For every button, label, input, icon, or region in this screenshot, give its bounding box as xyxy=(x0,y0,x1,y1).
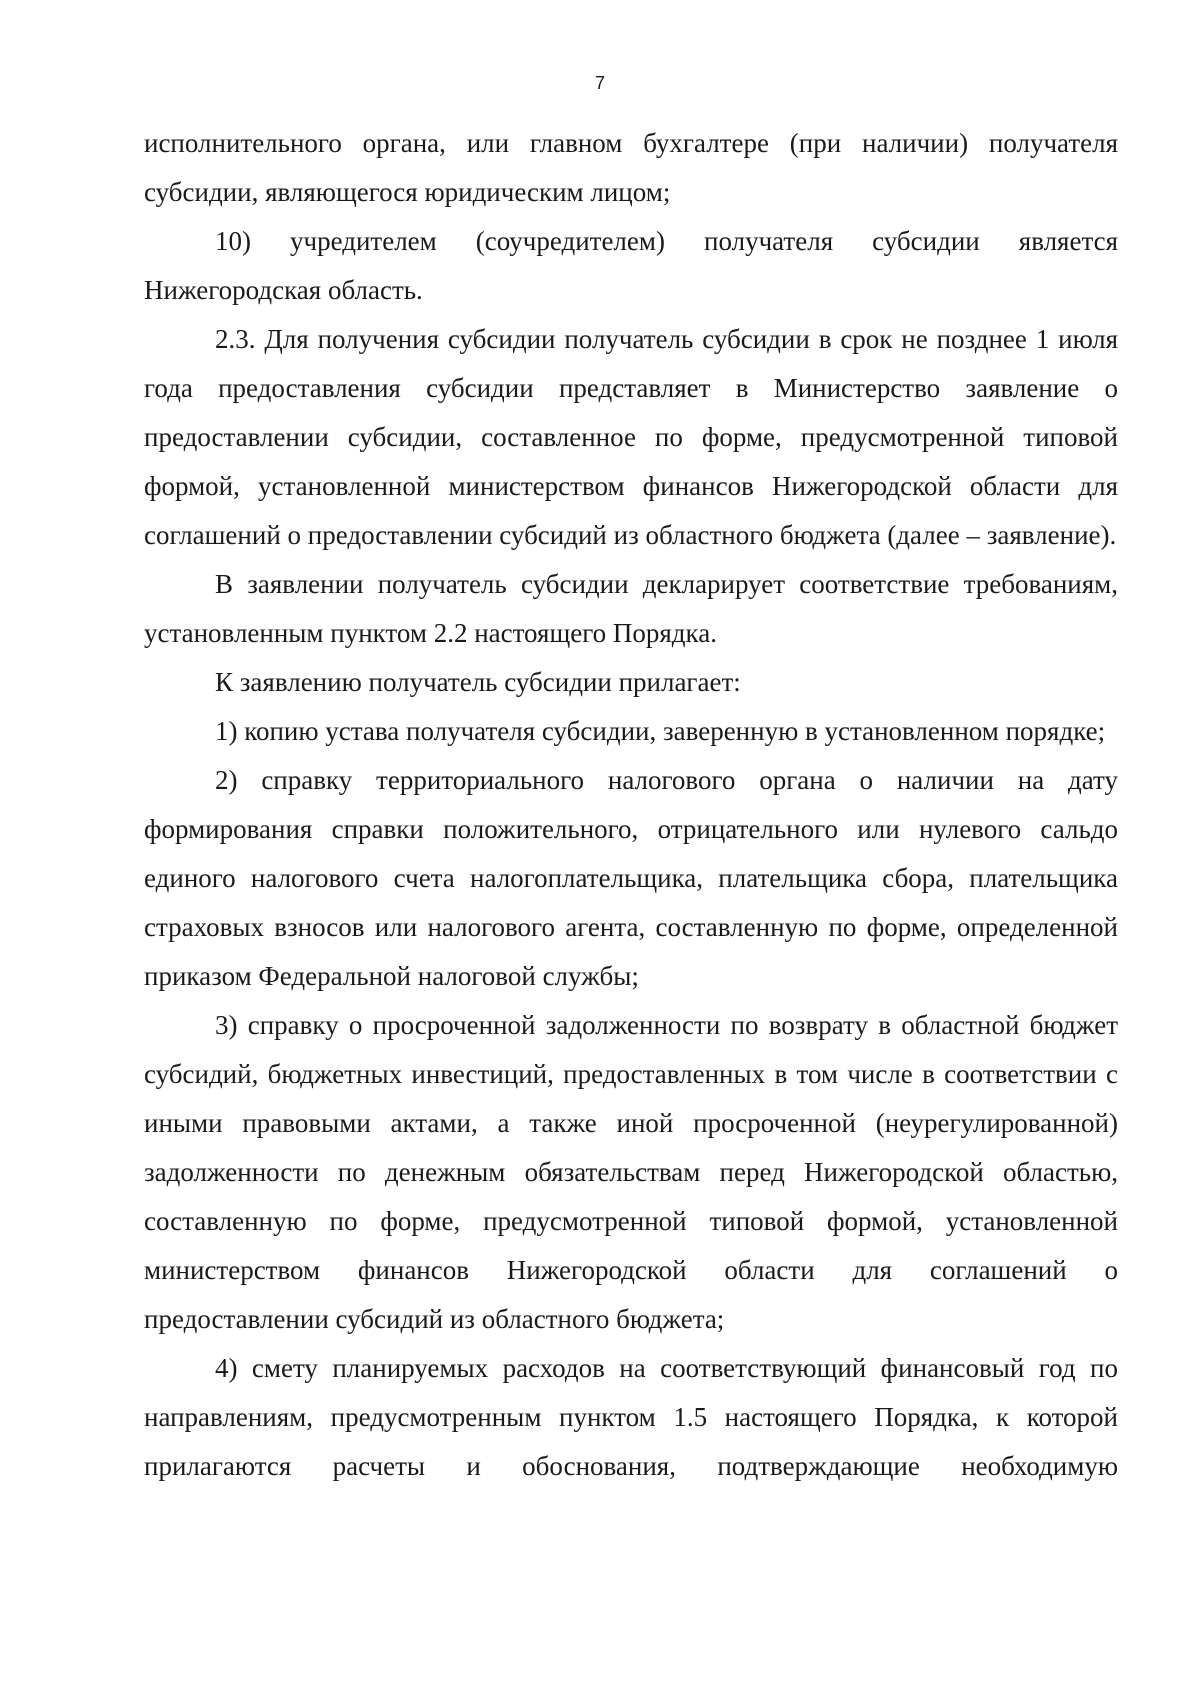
paragraph-continuation: исполнительного органа, или главном бухгалтере (при наличии) получателя субсидии, являющегося юридическим лицом; xyxy=(144,128,1118,207)
paragraph-item-1: 1) копию устава получателя субсидии, заверенную в установленном порядке; xyxy=(215,716,1106,746)
document-body xyxy=(144,119,1118,1491)
paragraph-item-4: 4) смету планируемых расходов на соответствующий финансовый год по направлениям, предусмотренным пунктом 1.5 настоящего Порядка, к которой прилагаются расчеты и обоснования, подтверждающие необходимую xyxy=(144,1353,1118,1481)
paragraph-attachments-intro: К заявлению получатель субсидии прилагает: xyxy=(215,667,741,697)
paragraph-item-2: 2) справку территориального налогового органа о наличии на дату формирования справки положительного, отрицательного или нулевого сальдо единого налогового счета налогоплательщика, плательщика сбора, плательщика страховых взносов или налогового агента, составленную по форме, определенной приказом Федеральной налоговой службы; xyxy=(144,765,1118,991)
page-number: 7 xyxy=(594,73,605,93)
paragraph-item-10: 10) учредителем (соучредителем) получателя субсидии является Нижегородская область. xyxy=(144,226,1118,305)
paragraph-item-3: 3) справку о просроченной задолженности по возврату в областной бюджет субсидий, бюджетных инвестиций, предоставленных в том числе в соответствии с иными правовыми актами, а также иной просроченной (неурегулированной) задолженности по денежным обязательствам перед Нижегородской областью, составленную по форме, предусмотренной типовой формой, установленной министерством финансов Нижегородской области для соглашений о предоставлении субсидий из областного бюджета; xyxy=(144,1010,1118,1334)
paragraph-2-3: 2.3. Для получения субсидии получатель субсидии в срок не позднее 1 июля года предоставления субсидии представляет в Министерство заявление о предоставлении субсидии, составленное по форме, предусмотренной типовой формой, установленной министерством финансов Нижегородской области для соглашений о предоставлении субсидий из областного бюджета (далее – заявление). xyxy=(144,324,1118,550)
paragraph-declaration: В заявлении получатель субсидии декларирует соответствие требованиям, установленным пунктом 2.2 настоящего Порядка. xyxy=(144,569,1118,648)
